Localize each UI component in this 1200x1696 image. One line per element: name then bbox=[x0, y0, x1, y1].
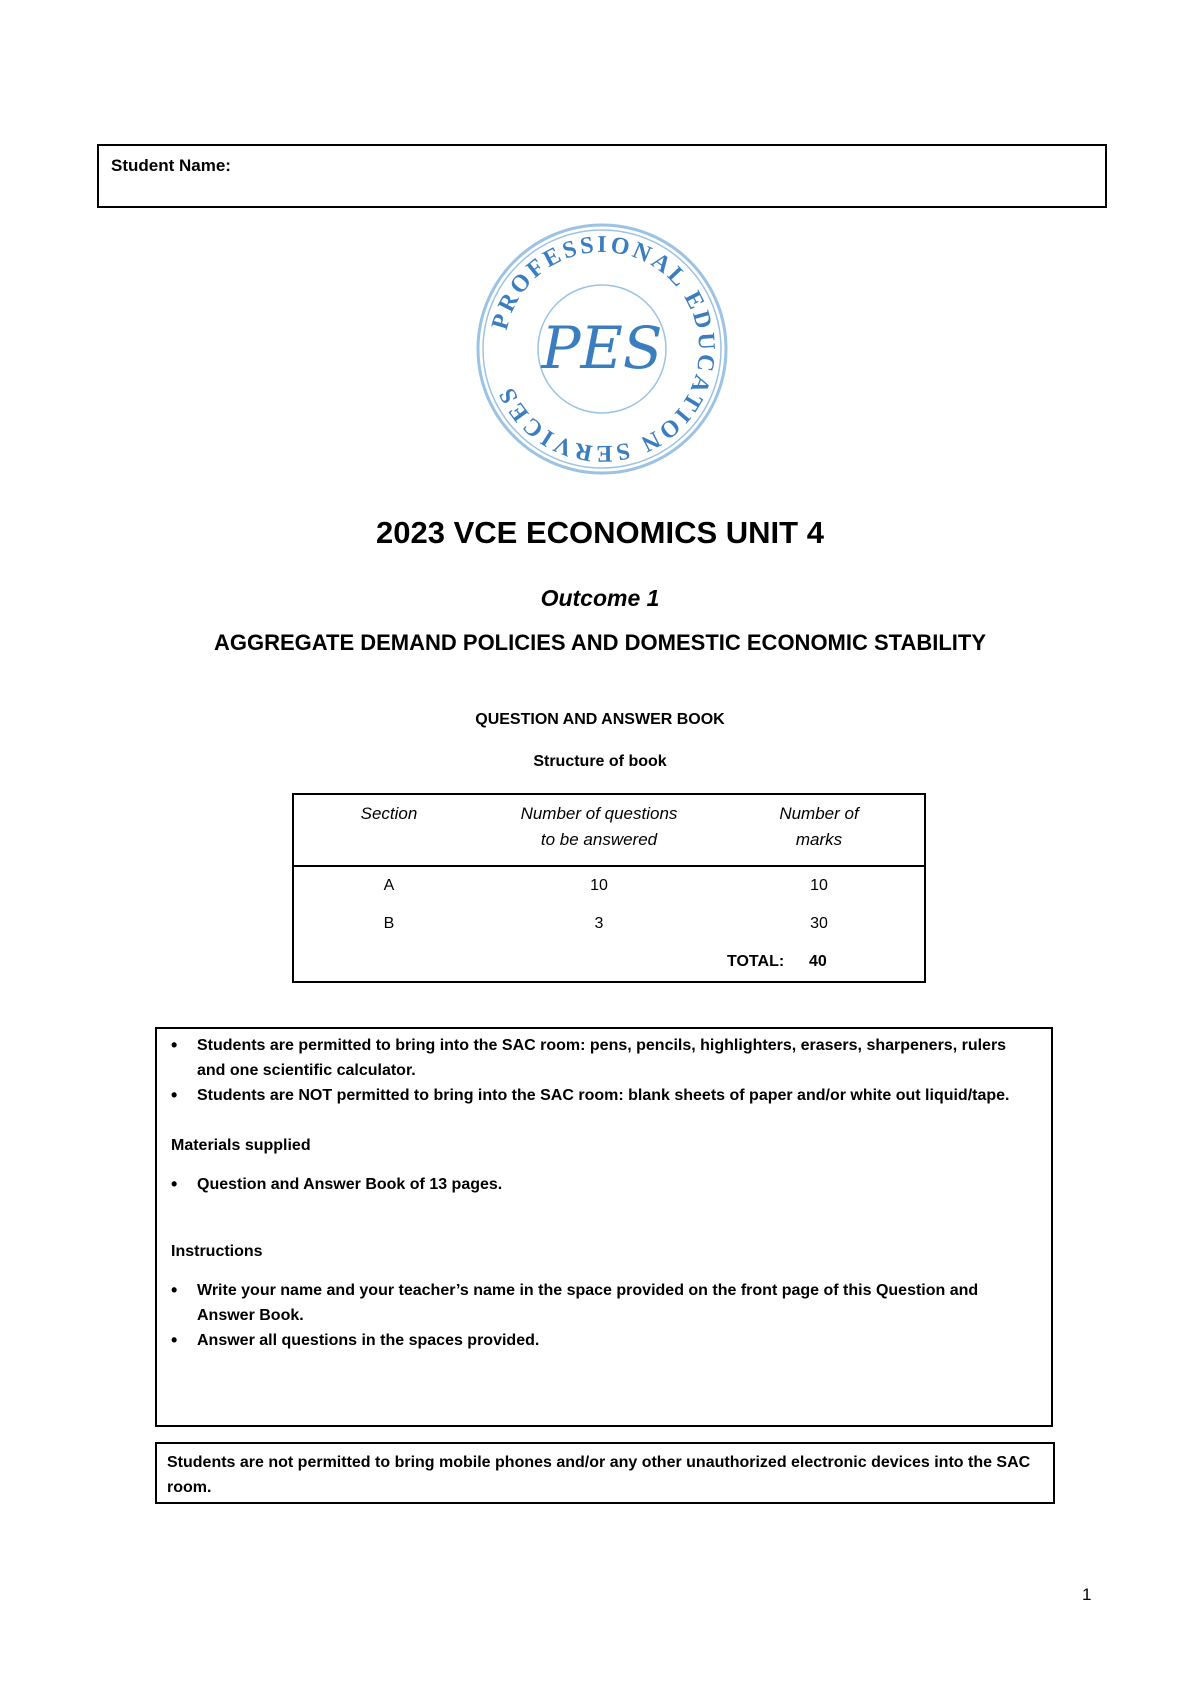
pes-logo-svg bbox=[460, 210, 744, 488]
table-row-b-questions: 3 bbox=[594, 915, 604, 932]
structure-table bbox=[292, 793, 926, 983]
logo-ring-text: PROFESSIONAL EDUCATION SERVICES bbox=[487, 231, 720, 467]
rule-bullet: • Students are NOT permitted to bring into the SAC room: blank sheets of paper and/or white out liquid/tape. bbox=[167, 1083, 1037, 1108]
book-label: QUESTION AND ANSWER BOOK bbox=[475, 711, 725, 728]
table-header-rule bbox=[294, 865, 924, 867]
student-name-label: Student Name: bbox=[111, 156, 231, 175]
instruction-bullet: • Write your name and your teacher’s name in the space provided on the front page of this Question and Answer Book. bbox=[167, 1278, 1037, 1328]
table-row-b-section: B bbox=[383, 915, 395, 932]
outcome-heading: Outcome 1 bbox=[540, 585, 660, 611]
rule-bullet: • Students are permitted to bring into the SAC room: pens, pencils, highlighters, erasers, sharpeners, rulers and one scientific calculator. bbox=[167, 1033, 1037, 1083]
table-row-a-marks: 10 bbox=[810, 877, 828, 894]
logo-monogram: PES bbox=[541, 314, 663, 382]
col-header-questions: Number of questions to be answered bbox=[520, 804, 678, 849]
instruction-bullet: • Answer all questions in the spaces provided. bbox=[167, 1328, 1037, 1353]
table-row-a-section: A bbox=[383, 877, 395, 894]
warning-box bbox=[155, 1442, 1055, 1504]
total-value: 40 bbox=[809, 953, 827, 970]
col-header-section: Section bbox=[360, 804, 418, 823]
instructions-box bbox=[155, 1027, 1053, 1427]
total-label: TOTAL: bbox=[727, 953, 785, 970]
col-header-marks: Number of marks bbox=[779, 804, 859, 849]
structure-label: Structure of book bbox=[533, 753, 667, 770]
instructions-heading: Instructions bbox=[171, 1243, 263, 1260]
document-title: 2023 VCE ECONOMICS UNIT 4 bbox=[376, 515, 824, 550]
warning-text: Students are not permitted to bring mobile phones and/or any other unauthorized electronic devices into the SAC room. bbox=[167, 1454, 1031, 1496]
student-name-box[interactable] bbox=[97, 144, 1107, 208]
outcome-subtitle: AGGREGATE DEMAND POLICIES AND DOMESTIC ECONOMIC STABILITY bbox=[213, 630, 987, 655]
instructions-content bbox=[167, 1033, 1037, 1353]
page-number: 1 bbox=[1082, 1585, 1092, 1604]
materials-heading: Materials supplied bbox=[171, 1137, 311, 1154]
materials-bullet: • Question and Answer Book of 13 pages. bbox=[167, 1172, 1037, 1197]
table-row-a-questions: 10 bbox=[590, 877, 608, 894]
table-row-b-marks: 30 bbox=[810, 915, 828, 932]
pes-logo bbox=[460, 210, 744, 488]
